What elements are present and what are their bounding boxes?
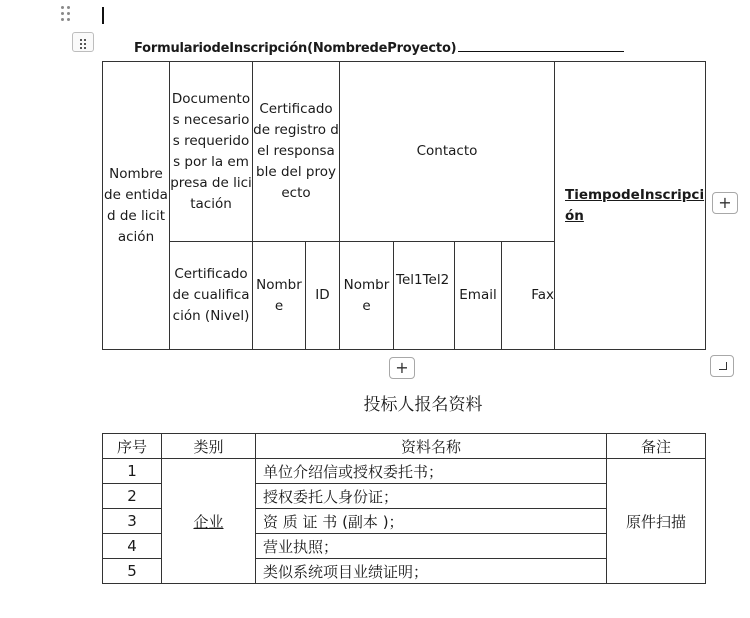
material-name[interactable]: 授权委托人身份证； [256, 484, 607, 509]
text-cursor [102, 7, 104, 24]
header-email[interactable]: Email [455, 242, 502, 350]
table-move-icon[interactable] [72, 32, 94, 52]
title-blank-line [458, 41, 624, 52]
header-documentos[interactable]: Documentos necesarios requeridos por la empresa de licitación [170, 62, 253, 242]
material-name[interactable]: 资 质 证 书 (副本 )； [256, 509, 607, 534]
row-number[interactable]: 1 [103, 459, 162, 484]
material-name[interactable]: 单位介绍信或授权委托书； [256, 459, 607, 484]
resize-corner-icon[interactable] [710, 355, 734, 377]
row-number[interactable]: 4 [103, 534, 162, 559]
row-number[interactable]: 3 [103, 509, 162, 534]
plus-icon: + [395, 358, 409, 377]
column-header-note[interactable]: 备注 [607, 434, 706, 459]
add-row-button[interactable] [389, 357, 415, 379]
materials-table [102, 433, 706, 584]
header-tel[interactable]: Tel1Tel2 [394, 242, 455, 350]
registration-form-table [102, 61, 706, 350]
materials-title: 投标人报名资料 [363, 395, 483, 415]
header-nombre-contacto[interactable]: Nombre [340, 242, 394, 350]
header-certificado-registro[interactable]: Certificado de registro del responsable del proyecto [253, 62, 340, 242]
column-header-no[interactable]: 序号 [103, 434, 162, 459]
plus-icon: + [718, 193, 732, 212]
header-certificado-cualificacion[interactable]: Certificado de cualificación (Nivel) [170, 242, 253, 350]
material-name[interactable]: 营业执照； [256, 534, 607, 559]
header-nombre-responsable[interactable]: Nombre [253, 242, 306, 350]
header-contacto[interactable]: Contacto [340, 62, 555, 242]
header-tiempo[interactable]: TiempodeInscripción [555, 62, 706, 350]
header-nombre-entidad[interactable]: Nombre de entidad de licitación [103, 62, 170, 350]
note-cell[interactable]: 原件扫描 [607, 459, 706, 584]
column-header-name[interactable]: 资料名称 [256, 434, 607, 459]
header-id[interactable]: ID [306, 242, 340, 350]
drag-dots-icon[interactable] [59, 5, 73, 23]
row-number[interactable]: 2 [103, 484, 162, 509]
category-cell[interactable]: 企业 [162, 459, 256, 584]
column-header-category[interactable]: 类别 [162, 434, 256, 459]
add-column-button[interactable] [712, 192, 738, 214]
header-fax[interactable]: Fax [502, 242, 555, 350]
row-number[interactable]: 5 [103, 559, 162, 584]
material-name[interactable]: 类似系统项目业绩证明； [256, 559, 607, 584]
form-title: FormulariodeInscripción(NombredeProyecto) [134, 41, 624, 56]
